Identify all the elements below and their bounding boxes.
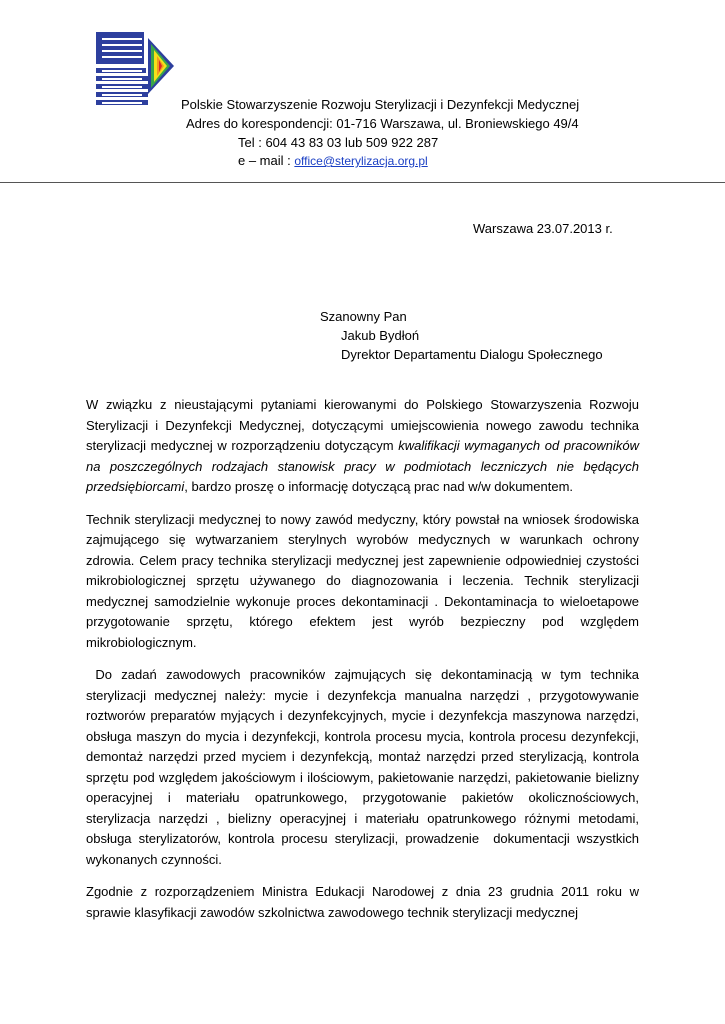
header-divider (0, 182, 725, 183)
paragraph-1 (86, 395, 639, 498)
logo-stripes (96, 32, 148, 105)
email-link[interactable]: office@sterylizacja.org.pl (294, 154, 428, 168)
organization-logo (96, 30, 176, 110)
paragraph-3: Do zadań zawodowych pracowników zajmujących się dekontaminacją w tym technika sterylizacji medycznej należy: mycie i dezynfekcja manualna narzędzi , przygotowywanie roztworów preparatów myjących i dezynfekcyjnych, mycie i dezynfekcja maszynowa narzędzi, obsługa maszyn do mycia i dezynfekcji, kontrola procesu mycia, kontrola procesu dezynfekcji, demontaż narzędzi przed myciem i dezynfekcją, montaż narzędzi przed sterylizacją, kontrola sprzętu pod względem jakościowym i ilościowym, pakietowanie narzędzi, pakietowanie bielizny operacyjnej i materiału opatrunkowego, przygotowanie pakietów okolicznościowych, sterylizacja narzędzi , bielizny operacyjnej i materiału opatrunkowego różnymi metodami, obsługa sterylizatorów, kontrola procesu sterylizacji, prowadzenie dokumentacji wszystkich wykonanych czynności. (86, 667, 650, 867)
email-line (238, 151, 428, 171)
paragraph-1-start: W związku z nieustającymi pytaniami kierowanymi do Polskiego Stowarzyszenia Rozwoju Sterylizacji i Dezynfekcji Medycznej, dotyczącymi umiejscowienia nowego zawodu technika sterylizacji medycznej w rozporządzeniu dotyczącym (86, 397, 639, 453)
letter-body (86, 395, 650, 935)
logo-rainbow-triangle (148, 38, 174, 94)
letter-date: Warszawa 23.07.2013 r. (473, 221, 613, 236)
recipient-block (320, 307, 603, 364)
email-label: e – mail : (238, 153, 295, 168)
organization-name: Polskie Stowarzyszenie Rozwoju Sterylizacji i Dezynfekcji Medycznej (181, 97, 580, 112)
paragraph-1-regulation-title: kwalifikacji wymaganych od pracowników na poszczególnych rodzajach stanowisk pracy w podmiotach leczniczych nie będących przedsiębiorcami (86, 438, 639, 494)
correspondence-address: Adres do korespondencji: 01-716 Warszawa, ul. Broniewskiego 49/4 (186, 116, 579, 131)
paragraph-1-end: , bardzo proszę o informację dotyczącą prac nad w/w dokumentem. (184, 479, 574, 494)
recipient-title: Dyrektor Departamentu Dialogu Społecznego (341, 347, 603, 362)
recipient-name: Jakub Bydłoń (341, 328, 420, 343)
recipient-salutation: Szanowny Pan (320, 309, 407, 324)
phone-numbers: Tel : 604 43 83 03 lub 509 922 287 (238, 135, 439, 150)
paragraph-2: Technik sterylizacji medycznej to nowy zawód medyczny, który powstał na wniosek środowiska zajmującego się wytwarzaniem sterylnych wyrobów medycznych w warunkach ochrony zdrowia. Celem pracy technika sterylizacji medycznej jest zapewnienie odpowiedniej czystości mikrobiologicznej sprzętu używanego do diagnozowania i leczenia. Technik sterylizacji medycznej samodzielnie wykonuje proces dekontaminacji . Dekontaminacja to wieloetapowe przygotowanie sprzętu, którego efektem jest wyrób bezpieczny pod względem mikrobiologicznym. (86, 511, 639, 650)
paragraph-4: Zgodnie z rozporządzeniem Ministra Edukacji Narodowej z dnia 23 grudnia 2011 roku w sprawie klasyfikacji zawodów szkolnictwa zawodowego technik sterylizacji medycznej (86, 884, 639, 920)
